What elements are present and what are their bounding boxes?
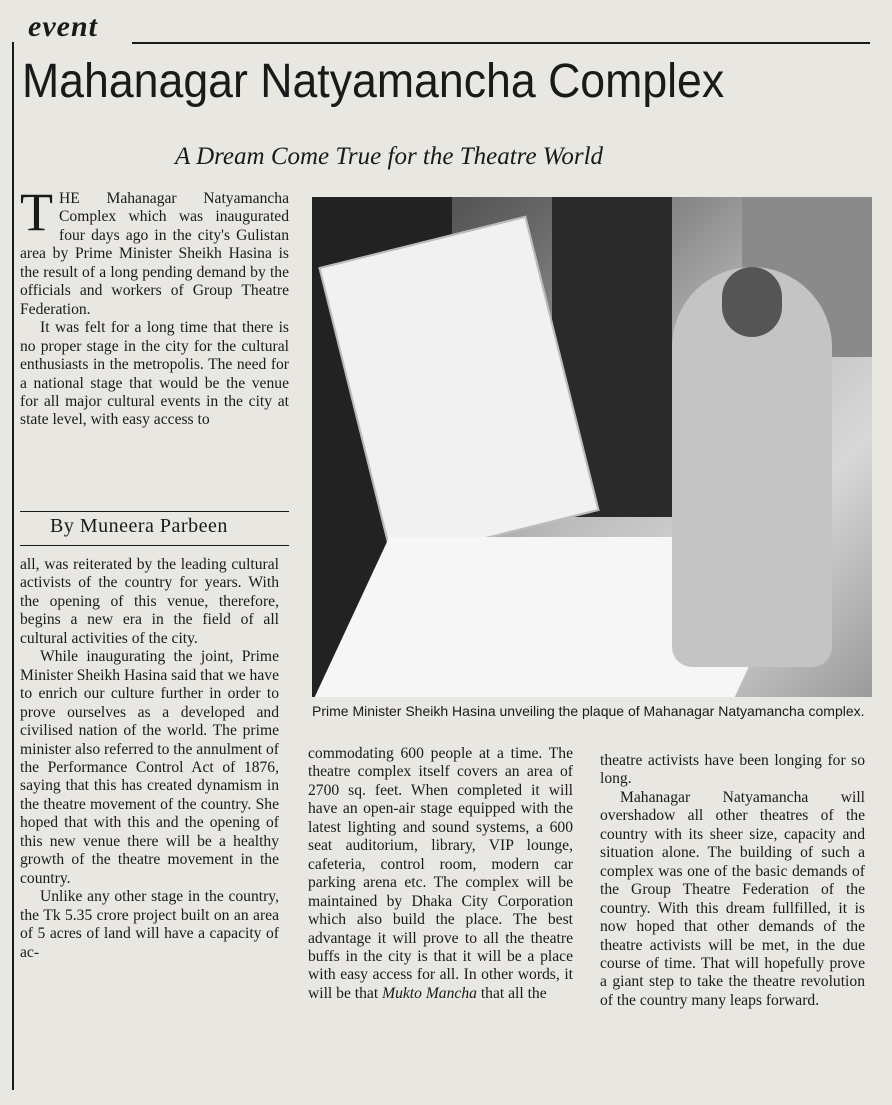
paragraph-3: all, was reiterated by the leading cultural activists of the country for years. With the opening of this venue, therefore, begins a new era in the field of all cultural activities of the city. bbox=[20, 556, 279, 647]
headline: Mahanagar Natyamancha Complex bbox=[22, 55, 725, 108]
lead-text: HE Mahanagar Natyamancha Complex which was inaugurated four days ago in the city's Gulistan area by Prime Minister Sheikh Hasina is the result of a long pending demand by the officials and workers of Group Theatre Federation. bbox=[20, 190, 289, 318]
column-2 bbox=[308, 745, 573, 1003]
column-1-top bbox=[20, 182, 289, 430]
paragraph-6 bbox=[308, 745, 573, 1003]
kicker-rule bbox=[132, 42, 870, 44]
paragraph-8: Mahanagar Natyamancha will overshadow all other theatres of the country with its sheer size, capacity and situation alone. The building of such a complex was one of the basic demands of the Group Theatre Federation of the country. With this dream fullfilled, it is now hoped that other demands of the theatre activists will be met, in the due course of time. That will hopefully prove a giant step to take the theatre revolution of the country many leaps forward. bbox=[600, 788, 865, 1009]
paragraph-4: While inaugurating the joint, Prime Minister Sheikh Hasina said that we have to enrich our culture further in order to prove ourselves as a developed and civilised nation of the world. The prime minister also referred to the annulment of the Performance Control Act of 1876, saying that this has created dynamism in the theatre movement of the country. She hoped that with this and the opening of this new venue there will be a healthy growth of the theatre movement in the country. bbox=[20, 648, 279, 887]
subheadline: A Dream Come True for the Theatre World bbox=[175, 143, 604, 170]
section-kicker: event bbox=[28, 10, 98, 43]
paragraph-6-text: commodating 600 people at a time. The theatre complex itself covers an area of 2700 sq. feet. When completed it will have an open-air stage equipped with the latest lighting and sound systems, a 600 seat auditorium, library, VIP lounge, cafeteria, control room, modern car parking arena etc. The complex will be maintained by Dhaka City Corporation which also build the place. The best advantage it will prove to all the theatre buffs in the city is that it will be a place with easy access for all. In other words, it will be that bbox=[308, 745, 573, 1002]
mukto-mancha-italic: Mukto Mancha bbox=[382, 984, 477, 1002]
byline: By Muneera Parbeen bbox=[50, 515, 228, 537]
paragraph-6-end: that all the bbox=[476, 984, 547, 1002]
column-1-bottom bbox=[20, 556, 279, 962]
column-3 bbox=[600, 752, 865, 1010]
byline-rule-top bbox=[20, 511, 289, 512]
paragraph-5: Unlike any other stage in the country, the Tk 5.35 crore project built on an area of 5 acres of land will have a capacity of ac- bbox=[20, 888, 279, 961]
byline-rule-bottom bbox=[20, 545, 289, 546]
news-photo bbox=[312, 197, 872, 697]
lead-paragraph bbox=[20, 182, 289, 319]
paragraph-7: theatre activists have been longing for so long. bbox=[600, 752, 865, 788]
photo-caption: Prime Minister Sheikh Hasina unveiling the plaque of Mahanagar Natyamancha complex. bbox=[312, 703, 865, 719]
drop-cap: T bbox=[20, 182, 53, 242]
paragraph-2: It was felt for a long time that there is no proper stage in the city for the cultural enthusiasts in the metropolis. The need for a national stage that would be the venue for all major cultural events in the city at state level, with easy access to bbox=[20, 319, 289, 429]
photo-figure-head bbox=[722, 267, 782, 337]
left-margin-rule bbox=[12, 42, 14, 1090]
